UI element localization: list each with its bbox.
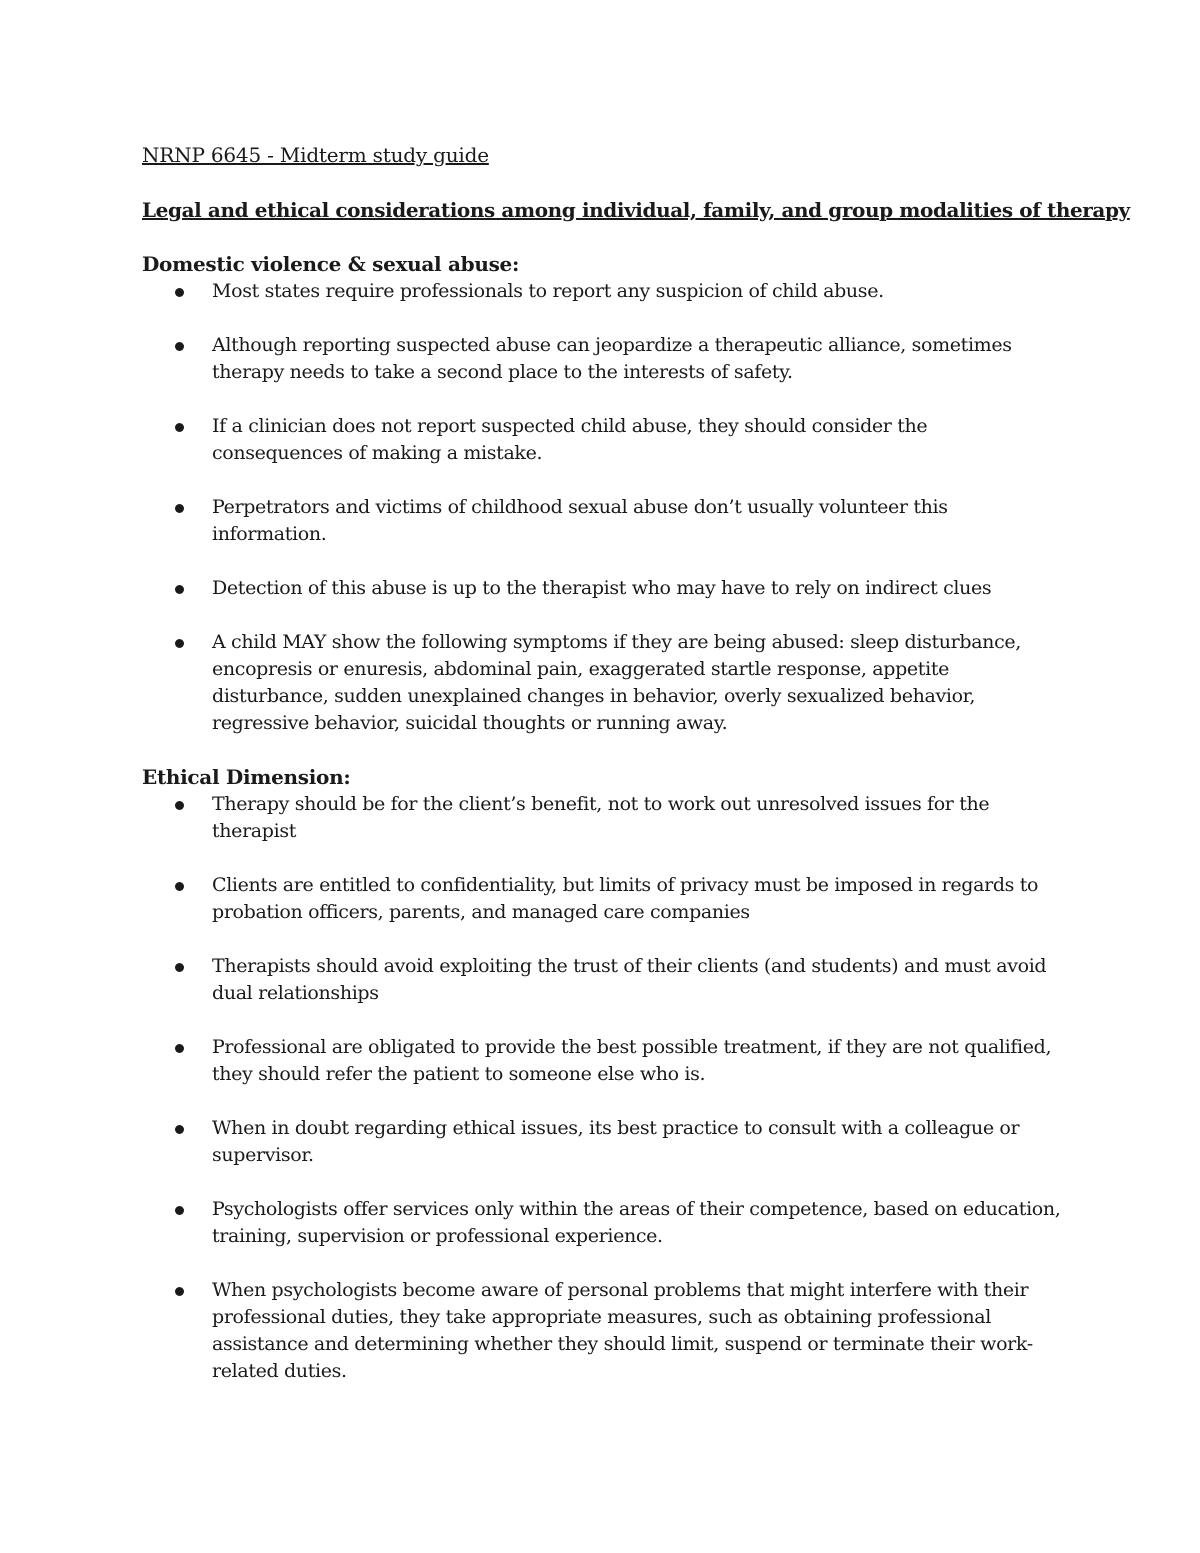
bullet-icon xyxy=(175,342,184,351)
subheading-domestic-violence: Domestic violence & sexual abuse: xyxy=(142,252,520,276)
list-item-text: When in doubt regarding ethical issues, its best practice to consult with a colleague or supervisor. xyxy=(212,1117,1020,1166)
list-item-text: If a clinician does not report suspected child abuse, they should consider the consequences of making a mistake. xyxy=(212,415,928,464)
bullet-icon xyxy=(175,288,184,297)
list-item-text: Perpetrators and victims of childhood sexual abuse don’t usually volunteer this information. xyxy=(212,496,948,545)
list-item-text: Psychologists offer services only within the areas of their competence, based on education, training, supervision or professional experience. xyxy=(212,1198,1061,1247)
bullet-icon xyxy=(175,504,184,513)
list-item xyxy=(142,1115,1062,1169)
document-title: NRNP 6645 - Midterm study guide xyxy=(142,143,489,167)
bullet-icon xyxy=(175,1125,184,1134)
list-item-text: Clients are entitled to confidentiality, but limits of privacy must be imposed in regards to probation officers, parents, and managed care companies xyxy=(212,874,1039,923)
list-item xyxy=(142,953,1062,1007)
bullet-icon xyxy=(175,1206,184,1215)
list-item-text: Although reporting suspected abuse can jeopardize a therapeutic alliance, sometimes therapy needs to take a second place to the interests of safety. xyxy=(212,334,1012,383)
list-item-text: Therapists should avoid exploiting the trust of their clients (and students) and must avoid dual relationships xyxy=(212,955,1047,1004)
list-item-text: A child MAY show the following symptoms if they are being abused: sleep disturbance, encopresis or enuresis, abdominal pain, exaggerated startle response, appetite disturbance, sudden unexplained changes in behavior, overly sexualized behavior, regressive behavior, suicidal thoughts or running away. xyxy=(212,631,1021,734)
list-item xyxy=(142,494,1062,548)
section-title: Legal and ethical considerations among individual, family, and group modalities of therapy xyxy=(142,198,1130,222)
list-item xyxy=(142,1034,1062,1088)
list-item xyxy=(142,791,1062,845)
list-item xyxy=(142,629,1062,737)
bullet-icon xyxy=(175,423,184,432)
list-item xyxy=(142,872,1062,926)
list-item xyxy=(142,575,1062,602)
list-item xyxy=(142,278,1062,305)
list-item-text: When psychologists become aware of personal problems that might interfere with their professional duties, they take appropriate measures, such as obtaining professional assistance and determining whether they should limit, suspend or terminate their work-related duties. xyxy=(212,1279,1033,1382)
bullet-icon xyxy=(175,963,184,972)
bullet-icon xyxy=(175,639,184,648)
bullet-icon xyxy=(175,801,184,810)
document-body xyxy=(142,141,1130,1412)
list-item xyxy=(142,413,1062,467)
list-item xyxy=(142,1277,1062,1385)
list-item xyxy=(142,332,1062,386)
list-item-text: Most states require professionals to report any suspicion of child abuse. xyxy=(212,280,884,302)
bullet-icon xyxy=(175,1287,184,1296)
bullet-list-domestic-violence xyxy=(142,278,1062,737)
bullet-icon xyxy=(175,585,184,594)
bullet-icon xyxy=(175,882,184,891)
bullet-list-ethical-dimension xyxy=(142,791,1062,1385)
list-item xyxy=(142,1196,1062,1250)
subheading-ethical-dimension: Ethical Dimension: xyxy=(142,765,351,789)
list-item-text: Detection of this abuse is up to the therapist who may have to rely on indirect clues xyxy=(212,577,992,599)
list-item-text: Therapy should be for the client’s benefit, not to work out unresolved issues for the therapist xyxy=(212,793,990,842)
bullet-icon xyxy=(175,1044,184,1053)
list-item-text: Professional are obligated to provide the best possible treatment, if they are not qualified, they should refer the patient to someone else who is. xyxy=(212,1036,1052,1085)
